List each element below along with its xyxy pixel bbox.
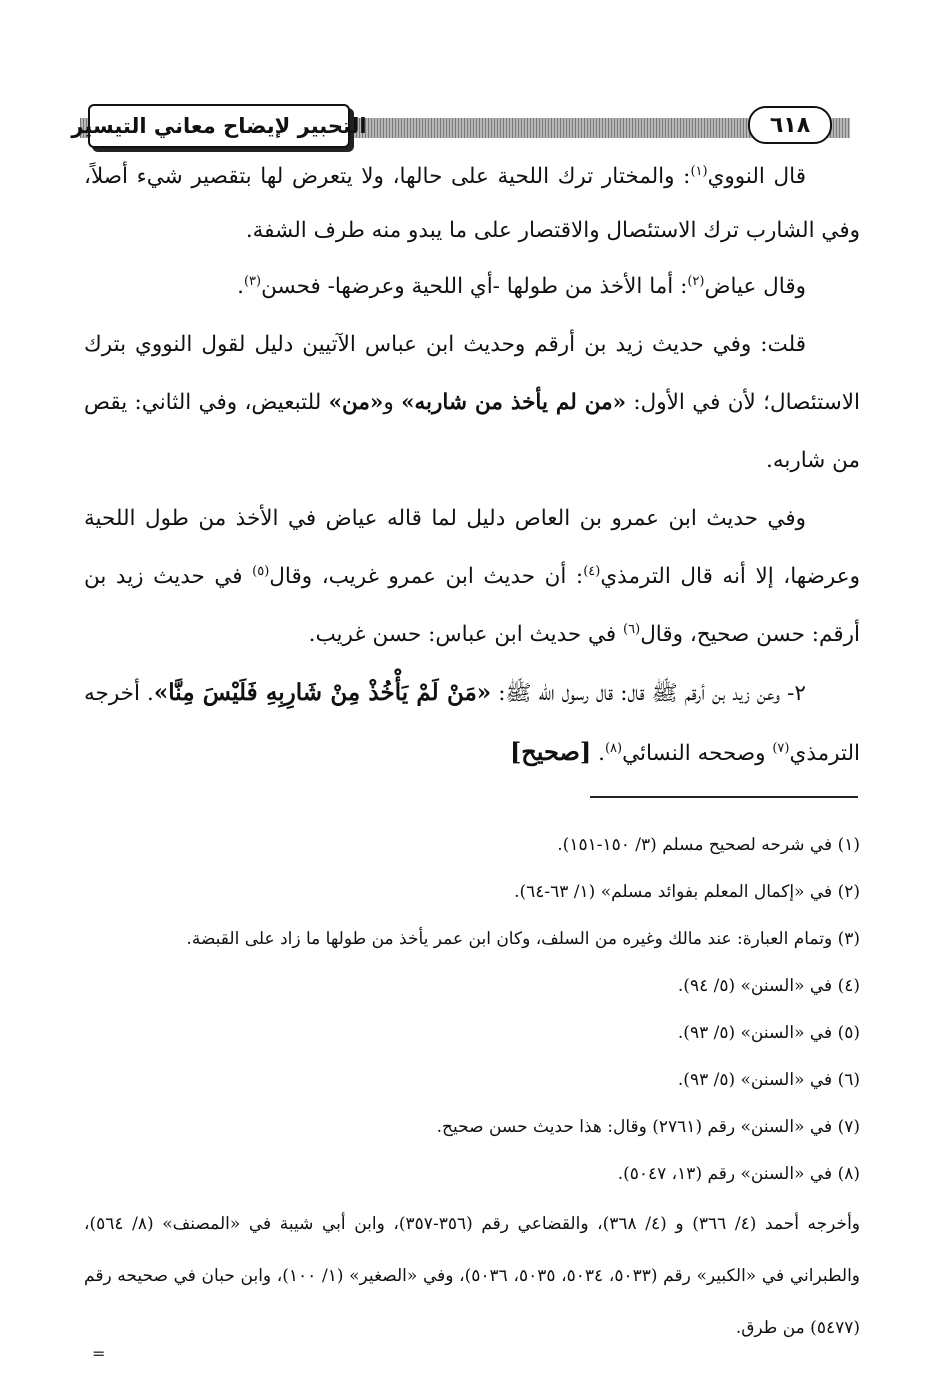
main-text bbox=[84, 150, 860, 783]
text-run: وقال عياض bbox=[704, 274, 806, 299]
text-run: و bbox=[383, 390, 402, 415]
text-run: : والمختار ترك اللحية على حالها، ولا يتعرض لها بتقصير شيء أصلاً، وفي الشارب ترك الاستئصال والاقتصار على ما يبدو منه طرف الشفة. bbox=[84, 164, 860, 243]
hadith-text: «مَنْ لَمْ يَأْخُذْ مِنْ شَارِبِهِ فَلَيْسَ مِنَّا» bbox=[153, 679, 492, 706]
footnote-1: (١) في شرحه لصحيح مسلم (٣/ ١٥٠-١٥١). bbox=[557, 835, 860, 855]
footnote-ref-6[interactable]: (٦) bbox=[623, 621, 641, 637]
page-number: ٦١٨ bbox=[769, 112, 811, 138]
paragraph-ibn-amr bbox=[84, 490, 860, 664]
quoted-phrase: «من لم يأخذ من شاربه» bbox=[401, 390, 627, 415]
paragraph-nawawi bbox=[84, 150, 860, 258]
footnote-4: (٤) في «السنن» (٥/ ٩٤). bbox=[677, 976, 860, 996]
footnote-8: (٨) في «السنن» رقم (١٣، ٥٠٤٧). bbox=[617, 1164, 860, 1184]
footnote-5: (٥) في «السنن» (٥/ ٩٣). bbox=[677, 1023, 860, 1043]
text-run: وفي حديث ابن عمرو بن العاص دليل لما قاله عياض في الأخذ من طول اللحية وعرضها، إلا أنه قال الترمذي bbox=[84, 506, 861, 589]
text-run: قلت: وفي حديث زيد بن أرقم وحديث ابن عباس الآتيين دليل لقول النووي بترك الاستئصال؛ لأن في الأول: bbox=[84, 332, 860, 415]
text-run: : أن حديث ابن عمرو غريب، وقال bbox=[269, 564, 584, 589]
paragraph-hadith-2 bbox=[84, 664, 860, 783]
text-run: ٢- وعن زيد بن أرقم ﷺ قال: قال رسول الله ﷺ: bbox=[491, 681, 806, 706]
page-number-box bbox=[748, 106, 832, 144]
footnote-ref-8[interactable]: (٨) bbox=[604, 740, 623, 756]
footnote-ref-2[interactable]: (٢) bbox=[687, 273, 705, 289]
footnote-3: (٣) وتمام العبارة: عند مالك وغيره من السلف، وكان ابن عمر يأخذ من طولها ما زاد على القبضة. bbox=[186, 929, 860, 949]
footnote-6: (٦) في «السنن» (٥/ ٩٣). bbox=[677, 1070, 860, 1090]
text-run: في حديث ابن عباس: حسن غريب. bbox=[308, 622, 624, 647]
footnotes-section bbox=[84, 822, 860, 1354]
paragraph-comment bbox=[84, 316, 860, 490]
footnote-ref-4[interactable]: (٤) bbox=[583, 563, 601, 579]
footnote-2: (٢) في «إكمال المعلم بفوائد مسلم» (١/ ٦٣-٦٤). bbox=[514, 882, 860, 902]
text-run: قال النووي bbox=[707, 164, 806, 189]
text-run: للتبعيض، وفي الثاني: يقص من شاربه. bbox=[84, 390, 860, 473]
book-title-box bbox=[71, 104, 367, 148]
text-run: في حديث زيد بن أرقم: حسن صحيح، وقال bbox=[84, 564, 860, 647]
footnote-divider bbox=[590, 796, 858, 798]
page-header bbox=[71, 104, 850, 156]
text-run: : أما الأخذ من طولها -أي اللحية وعرضها- فحسن bbox=[261, 274, 688, 299]
text-run: . أخرجه الترمذي bbox=[84, 681, 860, 766]
footnote-8-continuation: وأخرجه أحمد (٤/ ٣٦٦) و (٤/ ٣٦٨)، والقضاعي رقم (٣٥٦-٣٥٧)، وابن أبي شيبة في «المصنف» (٨/ ٥٦٤)، والطبراني في «الكبير» رقم (٥٠٣٣، ٥٠٣٤، ٥٠٣٥، ٥٠٣٦)، وفي «الصغير» (١/ ١٠٠)، وابن حبان في صحيحه رقم (٥٤٧٧) من طرق. bbox=[84, 1214, 861, 1338]
text-run: . bbox=[591, 741, 605, 766]
continuation-mark: = bbox=[92, 1344, 106, 1363]
text-run: . bbox=[237, 274, 244, 299]
quoted-word: «من» bbox=[328, 390, 384, 415]
paragraph-iyad bbox=[84, 258, 860, 316]
footnote-ref-1[interactable]: (١) bbox=[690, 163, 708, 179]
book-title: التحبير لإيضاح معاني التيسير bbox=[71, 114, 367, 138]
footnote-ref-5[interactable]: (٥) bbox=[252, 563, 270, 579]
footnote-7: (٧) في «السنن» رقم (٢٧٦١) وقال: هذا حديث حسن صحيح. bbox=[436, 1117, 860, 1137]
grade-verdict: [صحيح] bbox=[509, 737, 592, 766]
footnote-ref-7[interactable]: (٧) bbox=[772, 740, 790, 756]
footnote-ref-3[interactable]: (٣) bbox=[243, 273, 262, 289]
text-run: وصححه النسائي bbox=[622, 741, 773, 766]
